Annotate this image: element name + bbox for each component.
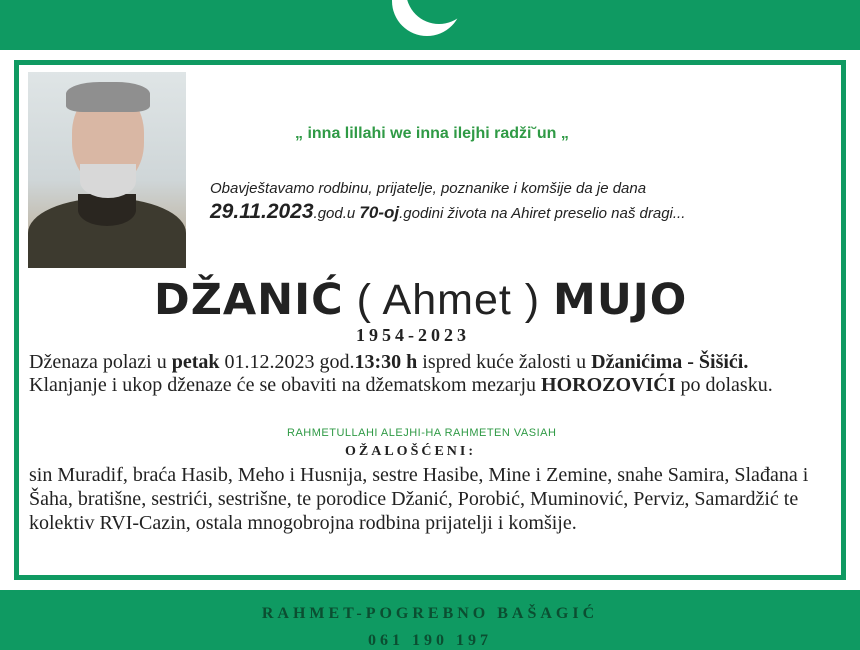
funeral-text-5: po dolasku.	[675, 374, 773, 396]
photo-collar	[78, 194, 136, 226]
deceased-photo	[28, 72, 186, 268]
photo-beard	[80, 164, 136, 198]
funeral-text-4: Klanjanje i ukop dženaze će se obaviti na džematskom mezarju	[29, 374, 542, 396]
deceased-name	[154, 276, 687, 324]
funeral-day: petak	[171, 351, 220, 373]
death-date: 29.11.2023	[210, 200, 314, 223]
photo-hair	[66, 82, 150, 112]
life-years: 1954-2023	[356, 325, 470, 345]
intro-text	[210, 178, 685, 225]
funeral-time: 13:30 h	[354, 351, 418, 373]
age: 70-oj	[359, 203, 400, 222]
mourners-list: sin Muradif, braća Hasib, Meho i Husnija, sestre Hasibe, Mine i Zemine, snahe Samira, Slađana i Šaha, bratišne, sestrići, sestrišne, te porodice Džanić, Porobić, Muminović, Perviz, Samardžić te kolektiv RVI-Cazin, ostala mnogobrojna rodbina prijatelji i komšije.	[29, 464, 809, 534]
funeral-place: Džanićima - Šišići.	[591, 351, 749, 373]
intro-line2-rest: .godini života na Ahiret preselio naš dragi...	[399, 205, 686, 222]
funeral-info	[29, 351, 799, 397]
surname: DŽANIĆ	[154, 275, 344, 325]
intro-line2	[210, 201, 685, 225]
date-suffix: .god.u	[313, 205, 360, 222]
rahmet-line: RAHMETULLAHI ALEJHI-HA RAHMETEN VASIAH	[287, 427, 557, 439]
mourners-title: OŽALOŠĆENI:	[345, 444, 477, 459]
funeral-text-3: ispred kuće žalosti u	[417, 351, 592, 373]
funeral-home-phone: 061 190 197	[368, 632, 492, 649]
funeral-text-1: Dženaza polazi u	[29, 351, 172, 373]
funeral-home-name: RAHMET-POGREBNO BAŠAGIĆ	[261, 605, 599, 622]
father-name: ( Ahmet )	[356, 276, 541, 324]
intro-line1: Obavještavamo rodbinu, prijatelje, poznanike i komšije da je dana	[210, 180, 647, 197]
given-name: MUJO	[553, 275, 688, 325]
prayer-text: „ inna lillahi we inna ilejhi radži˘un „	[295, 125, 569, 142]
cemetery-name: HOROZOVIĆI	[541, 374, 676, 396]
funeral-date: 01.12.2023 god.	[219, 351, 355, 373]
